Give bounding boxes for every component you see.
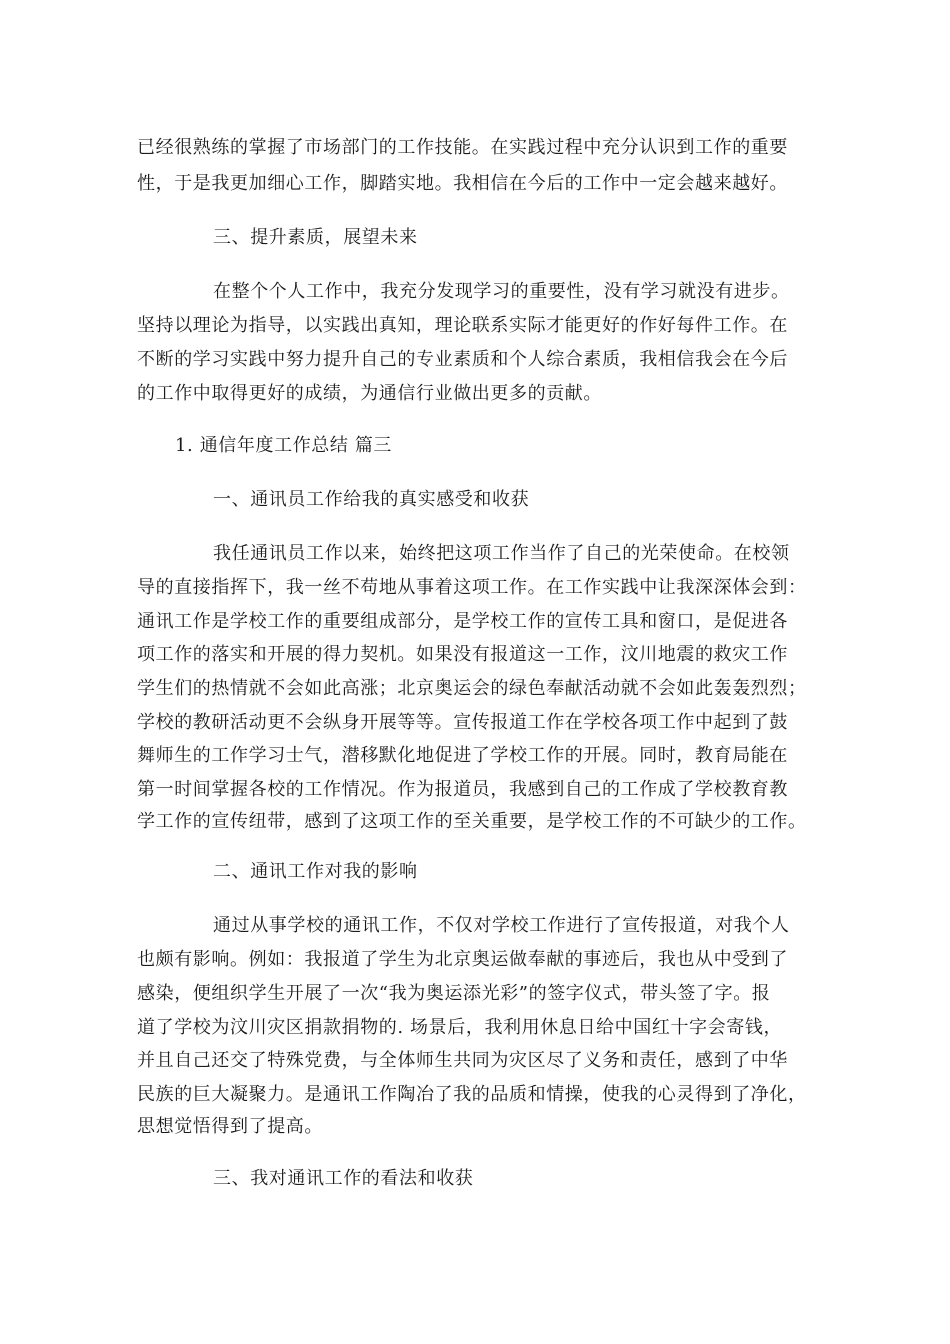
text-line: 学生们的热情就不会如此高涨；北京奥运会的绿色奉献活动就不会如此轰轰烈烈；: [137, 678, 807, 699]
text-line: 感染，便组织学生开展了一次“我为奥运添光彩”的签字仪式，带头签了字。报: [137, 983, 771, 1004]
text-line: 通过从事学校的通讯工作，不仅对学校工作进行了宣传报道，对我个人: [213, 915, 790, 936]
section-heading: 一、通讯员工作给我的真实感受和收获: [213, 489, 530, 510]
section-title: 1. 通信年度工作总结 篇三: [175, 435, 393, 456]
text-line: 的工作中取得更好的成绩，为通信行业做出更多的贡献。: [137, 383, 602, 404]
section-heading: 三、我对通讯工作的看法和收获: [213, 1168, 474, 1189]
text-line: 坚持以理论为指导，以实践出真知，理论联系实际才能更好的作好每件工作。在: [137, 315, 788, 336]
text-line: 通讯工作是学校工作的重要组成部分，是学校工作的宣传工具和窗口，是促进各: [137, 611, 788, 632]
text-line: 民族的巨大凝聚力。是通讯工作陶冶了我的品质和情操，使我的心灵得到了净化，: [137, 1084, 807, 1105]
text-line: 并且自己还交了特殊党费，与全体师生共同为灾区尽了义务和责任，感到了中华: [137, 1050, 788, 1071]
text-line: 思想觉悟得到了提高。: [137, 1116, 323, 1137]
text-line: 舞师生的工作学习士气，潜移默化地促进了学校工作的开展。同时，教育局能在: [137, 745, 788, 766]
text-line: 性，于是我更加细心工作，脚踏实地。我相信在今后的工作中一定会越来越好。: [137, 173, 788, 194]
text-line: 不断的学习实践中努力提升自己的专业素质和个人综合素质，我相信我会在今后: [137, 349, 788, 370]
text-line: 导的直接指挥下，我一丝不苟地从事着这项工作。在工作实践中让我深深体会到：: [137, 577, 807, 598]
text-line: 已经很熟练的掌握了市场部门的工作技能。在实践过程中充分认识到工作的重要: [137, 137, 788, 158]
text-line: 也颇有影响。例如：我报道了学生为北京奥运做奉献的事迹后，我也从中受到了: [137, 949, 788, 970]
section-heading: 二、通讯工作对我的影响: [213, 861, 418, 882]
text-line: 在整个个人工作中，我充分发现学习的重要性，没有学习就没有进步。: [213, 281, 790, 302]
text-line: 我任通讯员工作以来，始终把这项工作当作了自己的光荣使命。在校领: [213, 543, 790, 564]
text-line: 学校的教研活动更不会纵身开展等等。宣传报道工作在学校各项工作中起到了鼓: [137, 712, 788, 733]
text-line: 项工作的落实和开展的得力契机。如果没有报道这一工作，汶川地震的救灾工作: [137, 644, 788, 665]
text-line: 学工作的宣传纽带，感到了这项工作的至关重要，是学校工作的不可缺少的工作。: [137, 811, 807, 832]
section-heading: 三、提升素质，展望未来: [213, 227, 418, 248]
text-line: 道了学校为汶川灾区捐款捐物的. 场景后，我利用休息日给中国红十字会寄钱，: [137, 1017, 783, 1038]
text-line: 第一时间掌握各校的工作情况。作为报道员，我感到自己的工作成了学校教育教: [137, 779, 788, 800]
